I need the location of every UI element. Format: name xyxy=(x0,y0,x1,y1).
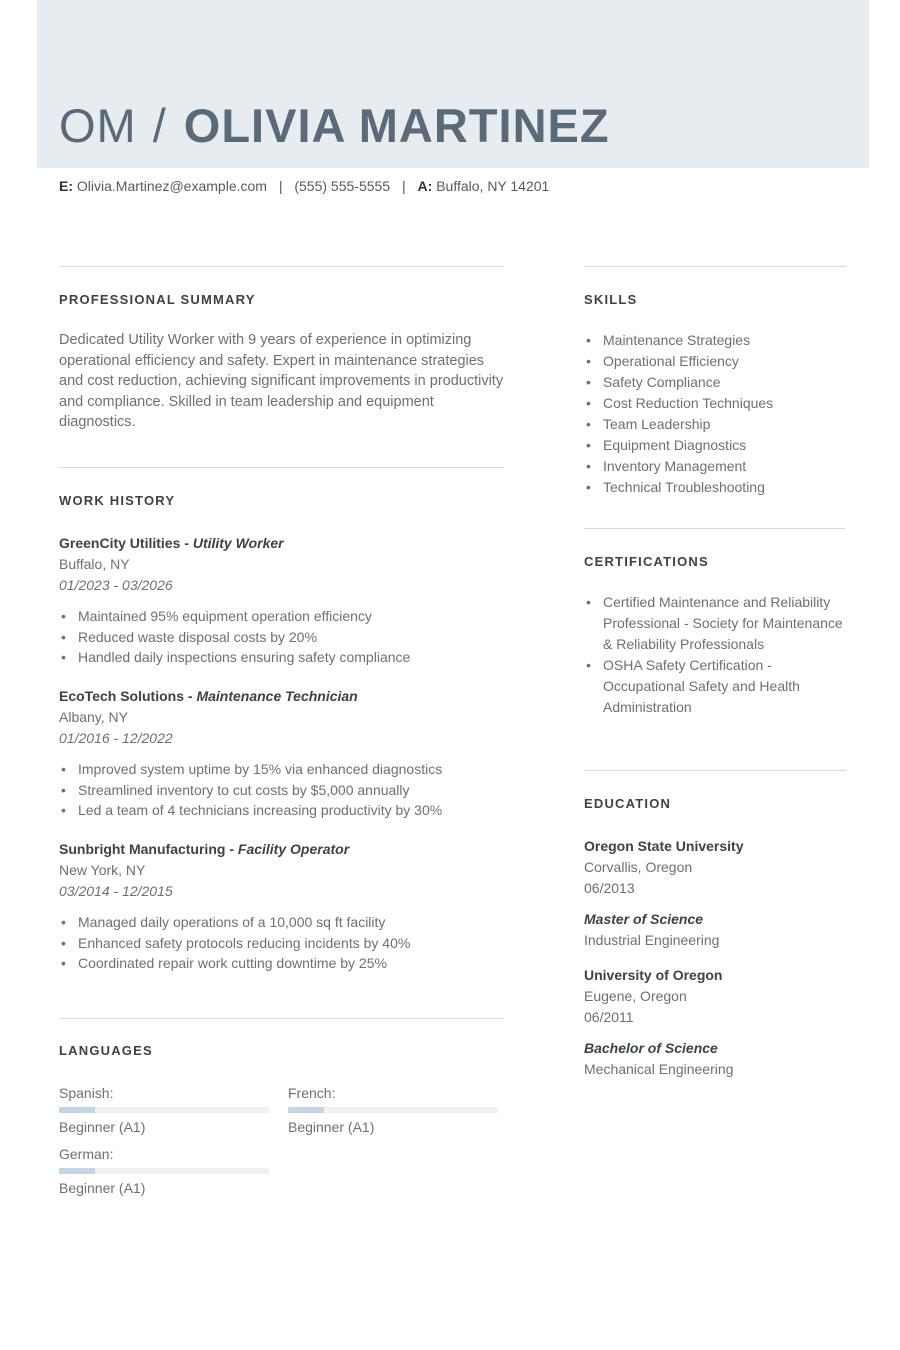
job-dash: - xyxy=(183,688,197,704)
list-item: • Managed daily operations of a 10,000 sq ft facility xyxy=(59,912,504,933)
language-name: German: xyxy=(59,1146,114,1162)
job-entry xyxy=(59,839,504,974)
job-dates: 03/2014 - 12/2015 xyxy=(59,883,173,899)
certification-item: • Certified Maintenance and Reliability Professional - Society for Maintenance & Reliability Professionals xyxy=(584,592,846,655)
education-entry xyxy=(584,965,846,1080)
education-date: 06/2013 xyxy=(584,880,635,896)
job-dates: 01/2016 - 12/2022 xyxy=(59,730,173,746)
job-bullets xyxy=(59,759,504,821)
job-bullets xyxy=(59,606,504,668)
languages-heading: LANGUAGES xyxy=(59,1043,153,1058)
job-role: Facility Operator xyxy=(237,841,350,857)
job-company: GreenCity Utilities xyxy=(59,535,181,551)
language-item xyxy=(288,1083,498,1137)
job-entry xyxy=(59,686,504,821)
skills-heading: SKILLS xyxy=(584,292,638,307)
job-role: Maintenance Technician xyxy=(196,688,358,704)
job-location: Albany, NY xyxy=(59,709,128,725)
full-name: OLIVIA MARTINEZ xyxy=(183,99,610,152)
job-role: Utility Worker xyxy=(192,535,284,551)
professional-summary-text: Dedicated Utility Worker with 9 years of experience in optimizing operational efficiency and safety. Expert in maintenance strategies and cost reduction, achieving significant improvements in productivity and compliance. Skilled in team leadership and equipment diagnostics. xyxy=(59,332,504,430)
education-location: Eugene, Oregon xyxy=(584,988,687,1004)
section-divider xyxy=(584,266,846,267)
language-item xyxy=(59,1083,269,1137)
language-progress-fill xyxy=(59,1168,95,1174)
certification-item: • OSHA Safety Certification - Occupational Safety and Health Administration xyxy=(584,655,846,718)
language-level: Beginner (A1) xyxy=(288,1119,375,1135)
email-label: E: xyxy=(59,178,73,194)
list-item: • Maintained 95% equipment operation efficiency xyxy=(59,606,504,627)
job-location: New York, NY xyxy=(59,862,146,878)
job-dates: 01/2023 - 03/2026 xyxy=(59,577,173,593)
language-progress-track xyxy=(59,1168,269,1174)
certifications-heading: CERTIFICATIONS xyxy=(584,554,709,569)
language-progress-fill xyxy=(288,1107,324,1113)
skill-item: • Equipment Diagnostics xyxy=(584,435,846,456)
education-school: University of Oregon xyxy=(584,967,723,983)
certifications-list xyxy=(584,592,846,718)
skill-item: • Team Leadership xyxy=(584,414,846,435)
skill-item: • Cost Reduction Techniques xyxy=(584,393,846,414)
education-date: 06/2011 xyxy=(584,1009,634,1025)
job-company: EcoTech Solutions xyxy=(59,688,184,704)
section-divider xyxy=(59,467,504,468)
language-name: French: xyxy=(288,1085,336,1101)
education-location: Corvallis, Oregon xyxy=(584,859,693,875)
list-item: • Improved system uptime by 15% via enhanced diagnostics xyxy=(59,759,504,780)
job-company: Sunbright Manufacturing xyxy=(59,841,226,857)
phone-value[interactable]: (555) 555-5555 xyxy=(294,178,391,194)
list-item: • Streamlined inventory to cut costs by $5,000 annually xyxy=(59,780,504,801)
resume-name-heading xyxy=(59,96,610,156)
skill-item: • Inventory Management xyxy=(584,456,846,477)
address-value: Buffalo, NY 14201 xyxy=(436,178,550,194)
language-progress-track xyxy=(59,1107,269,1113)
name-separator: / xyxy=(152,99,166,152)
job-header xyxy=(59,839,504,860)
skill-item: • Maintenance Strategies xyxy=(584,330,846,351)
education-degree: Master of Science xyxy=(584,911,704,927)
job-header xyxy=(59,686,504,707)
address-label: A: xyxy=(417,178,433,194)
skill-item: • Operational Efficiency xyxy=(584,351,846,372)
education-school: Oregon State University xyxy=(584,838,744,854)
language-level: Beginner (A1) xyxy=(59,1180,146,1196)
section-divider xyxy=(584,528,846,529)
certifications-list-container xyxy=(584,592,846,718)
list-item: • Handled daily inspections ensuring safety compliance xyxy=(59,647,504,668)
professional-summary-heading: PROFESSIONAL SUMMARY xyxy=(59,292,256,307)
job-location: Buffalo, NY xyxy=(59,556,130,572)
contact-line xyxy=(59,178,549,194)
education-field: Mechanical Engineering xyxy=(584,1061,734,1077)
language-level: Beginner (A1) xyxy=(59,1119,146,1135)
email-value[interactable]: Olivia.Martinez@example.com xyxy=(76,178,267,194)
list-item: • Led a team of 4 technicians increasing productivity by 30% xyxy=(59,800,504,821)
language-progress-fill xyxy=(59,1107,95,1113)
language-item xyxy=(59,1144,269,1198)
education-degree: Bachelor of Science xyxy=(584,1040,718,1056)
job-dash: - xyxy=(225,841,238,857)
section-divider xyxy=(584,770,846,771)
job-dash: - xyxy=(180,535,193,551)
skill-item: • Technical Troubleshooting xyxy=(584,477,846,498)
list-item: • Coordinated repair work cutting downtime by 25% xyxy=(59,953,504,974)
contact-divider: | xyxy=(402,178,406,194)
skill-item: • Safety Compliance xyxy=(584,372,846,393)
section-divider xyxy=(59,1018,504,1019)
section-divider xyxy=(59,266,504,267)
skills-list-container xyxy=(584,330,846,498)
list-item: • Reduced waste disposal costs by 20% xyxy=(59,627,504,648)
list-item: • Enhanced safety protocols reducing incidents by 40% xyxy=(59,933,504,954)
language-progress-track xyxy=(288,1107,498,1113)
education-heading: EDUCATION xyxy=(584,796,672,811)
job-entry xyxy=(59,533,504,668)
job-header xyxy=(59,533,504,554)
name-initials: OM xyxy=(59,99,137,152)
education-field: Industrial Engineering xyxy=(584,932,720,948)
contact-divider: | xyxy=(278,178,283,194)
education-entry xyxy=(584,836,846,951)
language-name: Spanish: xyxy=(59,1085,114,1101)
job-bullets xyxy=(59,912,504,974)
skills-list xyxy=(584,330,846,498)
work-history-heading: WORK HISTORY xyxy=(59,493,176,508)
